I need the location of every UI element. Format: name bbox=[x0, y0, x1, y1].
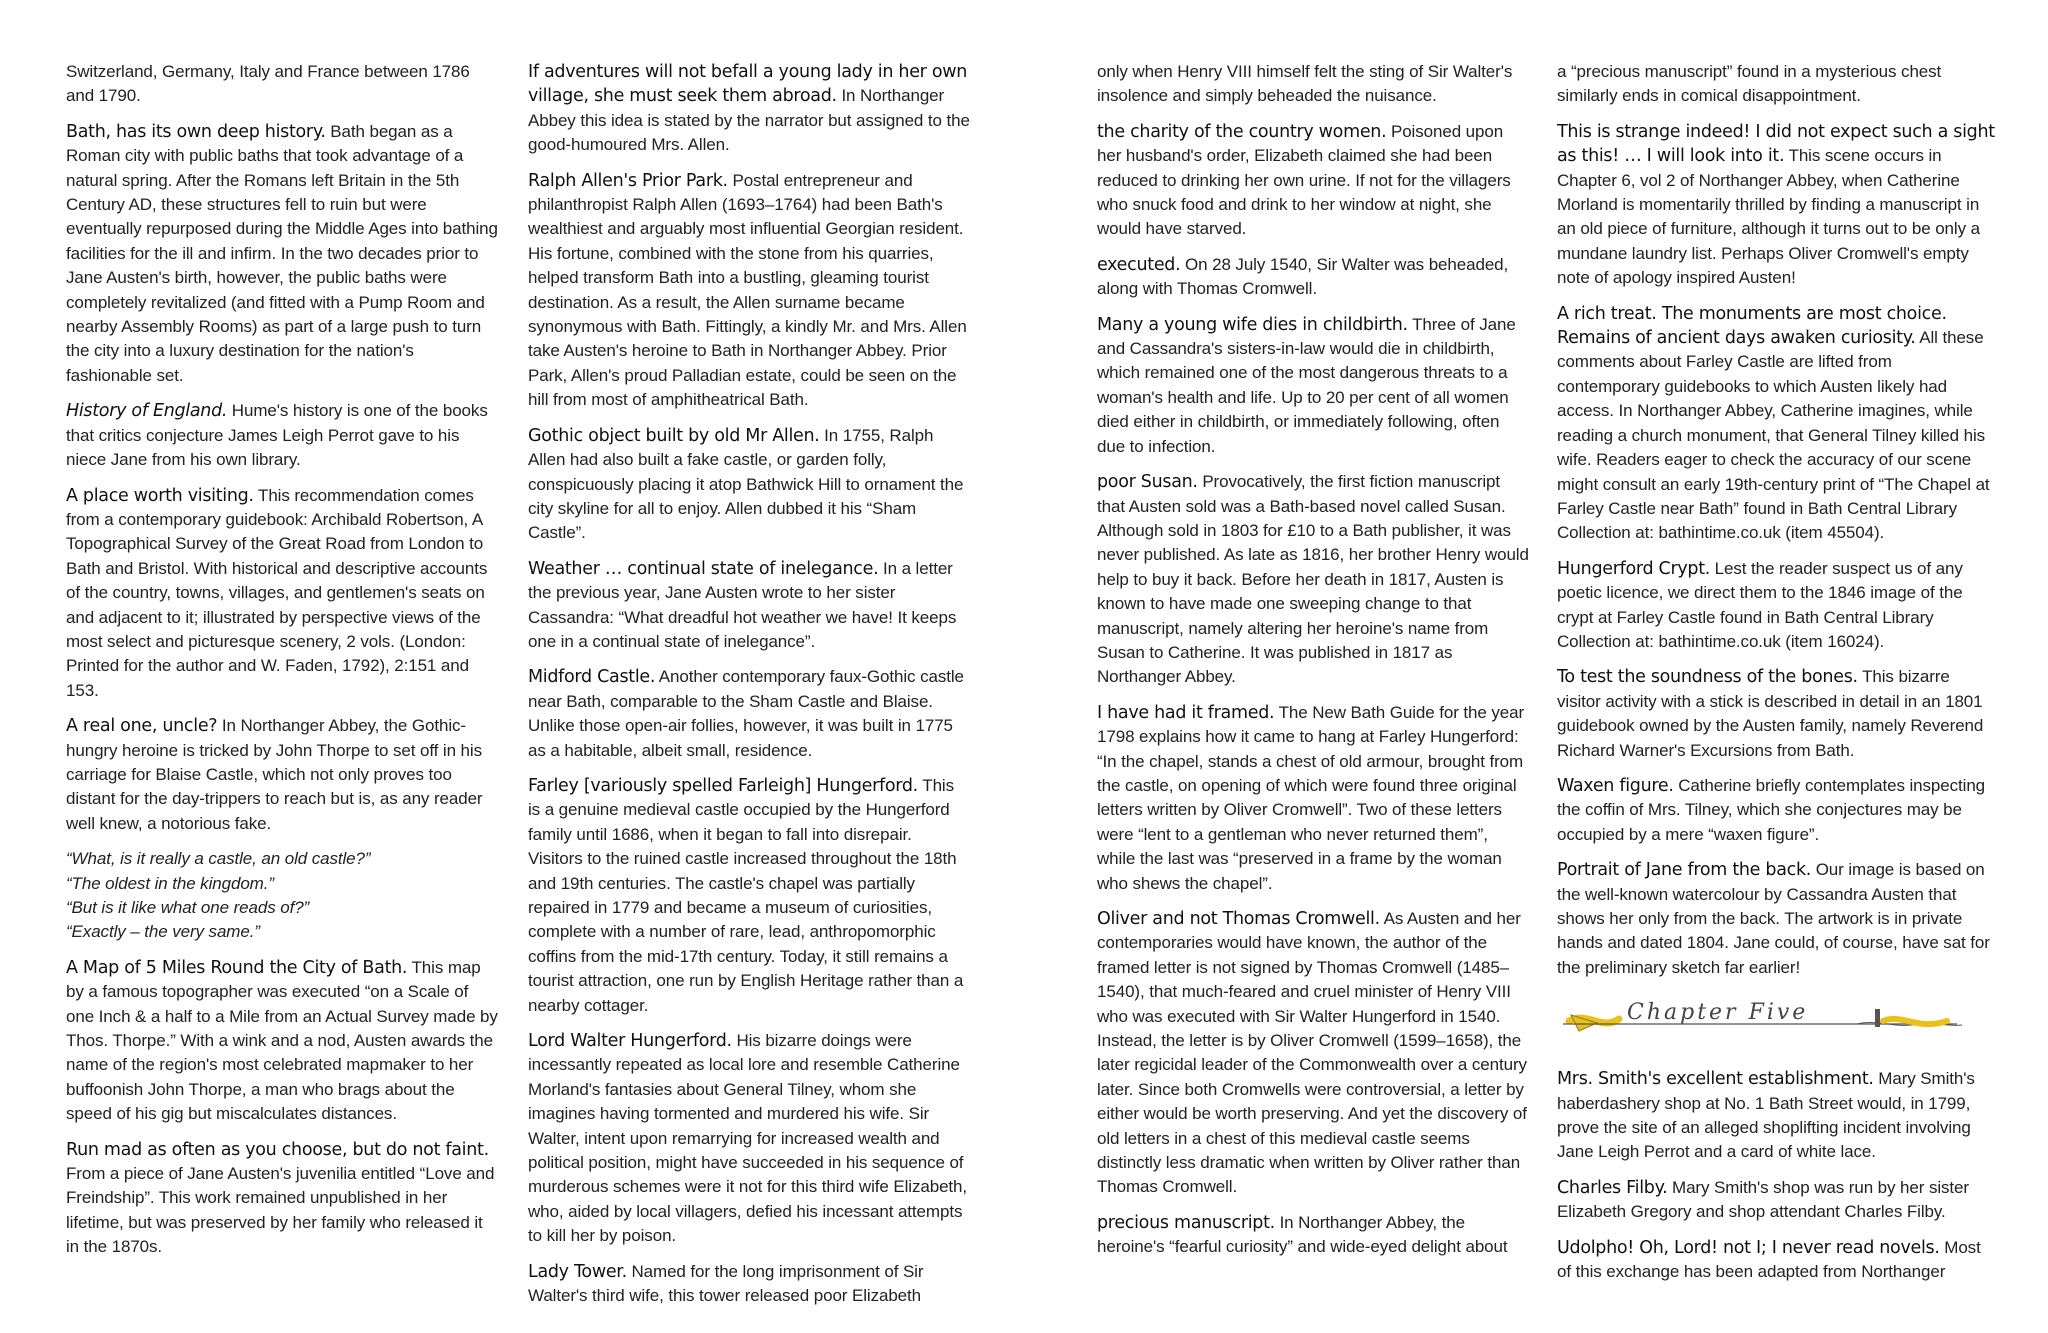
note-body: In Northanger Abbey this idea is stated by the narrator but assigned to the good-humoured Mrs. Allen. bbox=[528, 86, 970, 155]
note-body: only when Henry VIII himself felt the sting of Sir Walter's insolence and simply beheaded the nuisance. bbox=[1097, 62, 1513, 106]
note-body: In Northanger Abbey, the Gothic-hungry heroine is tricked by John Thorpe to set off in his carriage for Blaise Castle, which not only proves too distant for the day-trippers to reach but is, as any reader well knew, a notorious fake. bbox=[66, 716, 483, 833]
note-entry bbox=[1557, 557, 1997, 655]
note-entry bbox=[66, 714, 498, 836]
note-heading: executed. bbox=[1097, 254, 1181, 275]
chapter-title: Chapter Five bbox=[1627, 1000, 1809, 1026]
note-heading: This is strange indeed! I did not expect such a sight as this! … I will look into it. bbox=[1557, 121, 1995, 167]
note-body: Lest the reader suspect us of any poetic licence, we direct them to the 1846 image of the crypt at Farley Castle found in Bath Central Library Collection at: bathintime.co.uk (item 16024). bbox=[1557, 558, 1963, 651]
note-heading: Udolpho! Oh, Lord! not I; I never read novels. bbox=[1557, 1237, 1940, 1258]
note-entry bbox=[66, 60, 498, 109]
note-heading: Charles Filby. bbox=[1557, 1177, 1668, 1198]
note-heading: Ralph Allen's Prior Park. bbox=[528, 170, 728, 191]
note-heading: If adventures will not befall a young lady in her own village, she must seek them abroad. bbox=[528, 62, 968, 107]
note-heading: To test the soundness of the bones. bbox=[1557, 667, 1858, 688]
note-entry bbox=[1557, 120, 1997, 291]
note-heading: A rich treat. The monuments are most choice. Remains of ancient days awaken curiosity. bbox=[1557, 303, 1947, 349]
note-heading: Waxen figure. bbox=[1557, 775, 1674, 796]
note-heading: Hungerford Crypt. bbox=[1557, 558, 1711, 579]
chapter-heading bbox=[1557, 991, 1997, 1045]
note-entry bbox=[528, 665, 970, 763]
note-entry bbox=[1097, 313, 1529, 459]
note-body: Provocatively, the first fiction manuscript that Austen sold was a Bath-based novel called Susan. Although sold in 1803 for £10 to a Bath publisher, it was never published. As late as 1816, her brother Henry would help to buy it back. Before her death in 1817, Austen is known to have made one sweeping change to that manuscript, namely altering her heroine's name from Susan to Catherine. It was published in 1817 as Northanger Abbey. bbox=[1097, 472, 1529, 687]
note-entry bbox=[66, 399, 498, 472]
note-body: This bizarre visitor activity with a stick is described in detail in an 1801 guidebook owned by the Austen family, namely Reverend Richard Warner's Excursions from Bath. bbox=[1557, 667, 1984, 760]
note-heading: History of England. bbox=[66, 401, 228, 422]
note-body: All these comments about Farley Castle are lifted from contemporary guidebooks to which Austen likely had access. In Northanger Abbey, Catherine imagines, while reading a church monument, that General Tilney killed his wife. Readers eager to check the accuracy of our scene might consult an early 19th-century print of “The Chapel at Farley Castle near Bath” found in Bath Central Library Collection at: bathintime.co.uk (item 45504). bbox=[1557, 328, 1990, 543]
note-entry bbox=[1097, 253, 1529, 302]
note-heading: A real one, uncle? bbox=[66, 716, 218, 737]
note-body: Catherine briefly contemplates inspecting the coffin of Mrs. Tilney, which she conjectures may be occupied by a mere “waxen figure”. bbox=[1557, 775, 1986, 844]
column-4 bbox=[1557, 60, 1997, 1295]
note-body: Three of Jane and Cassandra's sisters-in-law would die in childbirth, which remained one of the most dangerous threats to a woman's health and life. Up to 20 per cent of all women died either in childbirth, or immediately following, often due to infection. bbox=[1097, 314, 1516, 456]
note-body: In a letter the previous year, Jane Austen wrote to her sister Cassandra: “What dreadful hot weather we have! It keeps one in a continual state of inelegance”. bbox=[528, 558, 957, 651]
note-entry bbox=[1557, 1067, 1997, 1165]
note-entry bbox=[528, 1260, 970, 1309]
note-body: Most of this exchange has been adapted from Northanger bbox=[1557, 1237, 1981, 1282]
note-entry bbox=[1097, 1211, 1529, 1260]
note-heading: Run mad as often as you choose, but do not faint. bbox=[66, 1139, 489, 1160]
note-entry bbox=[1557, 665, 1997, 763]
note-entry bbox=[1097, 701, 1529, 896]
note-entry bbox=[1557, 302, 1997, 546]
note-heading: Bath, has its own deep history. bbox=[66, 121, 326, 142]
note-heading: precious manuscript. bbox=[1097, 1212, 1275, 1233]
note-heading: Mrs. Smith's excellent establishment. bbox=[1557, 1069, 1874, 1090]
note-body: This scene occurs in Chapter 6, vol 2 of Northanger Abbey, when Catherine Morland is momentarily thrilled by finding a manuscript in an old piece of furniture, although it turns out to be only a mundane laundry list. Perhaps Oliver Cromwell's empty note of apology inspired Austen! bbox=[1557, 146, 1980, 288]
note-body: On 28 July 1540, Sir Walter was beheaded, along with Thomas Cromwell. bbox=[1097, 254, 1509, 299]
note-heading: Portrait of Jane from the back. bbox=[1557, 860, 1812, 881]
column-3 bbox=[1097, 60, 1529, 1271]
note-body: Another contemporary faux-Gothic castle near Bath, comparable to the Sham Castle and Blaise. Unlike those open-air follies, however, it was built in 1775 as a habitable, albeit small, residence. bbox=[528, 667, 964, 760]
note-body: a “precious manuscript” found in a mysterious chest similarly ends in comical disappointment. bbox=[1557, 62, 1942, 106]
note-heading: I have had it framed. bbox=[1097, 702, 1275, 723]
note-entry bbox=[1097, 470, 1529, 690]
note-body: Mary Smith's shop was run by her sister Elizabeth Gregory and shop attendant Charles Filby. bbox=[1557, 1177, 1969, 1222]
note-body: Postal entrepreneur and philanthropist Ralph Allen (1693–1764) had been Bath's wealthiest and arguably most influential Georgian resident. His fortune, combined with the stone from his quarries, helped transform Bath into a bustling, gleaming tourist destination. As a result, the Allen surname became synonymous with Bath. Fittingly, a kindly Mr. and Mrs. Allen take Austen's heroine to Bath in Northanger Abbey. Prior Park, Allen's proud Palladian estate, could be seen on the hill from most of amphitheatrical Bath. bbox=[528, 170, 967, 410]
note-heading: Many a young wife dies in childbirth. bbox=[1097, 314, 1408, 335]
note-body: This is a genuine medieval castle occupied by the Hungerford family until 1686, when it began to fall into disrepair. Visitors to the ruined castle increased throughout the 18th and 19th centuries. The castle's chapel was partially repaired in 1779 and became a museum of curiosities, complete with a number of rare, lead, anthropomorphic coffins from the mid-17th century. Today, it still remains a tourist attraction, one run by English Heritage rather than a nearby cottager. bbox=[528, 775, 964, 1015]
note-entry bbox=[1097, 120, 1529, 242]
note-heading: poor Susan. bbox=[1097, 472, 1198, 493]
note-heading: A Map of 5 Miles Round the City of Bath. bbox=[66, 957, 408, 978]
note-entry bbox=[66, 956, 498, 1127]
note-body: Named for the long imprisonment of Sir Walter's third wife, this tower released poor Elizabeth bbox=[528, 1261, 924, 1306]
note-body: In Northanger Abbey, the heroine's “fearful curiosity” and wide-eyed delight about bbox=[1097, 1212, 1508, 1257]
note-body: Bath began as a Roman city with public baths that took advantage of a natural spring. After the Romans left Britain in the 5th Century AD, these structures fell to ruin but were eventually repurposed during the Middle Ages into bathing facilities for the ill and infirm. In the two decades prior to Jane Austen's birth, however, the public baths were completely revitalized (and fitted with a Pump Room and nearby Assembly Rooms) as part of a large push to turn the city into a luxury destination for the nation's fashionable set. bbox=[66, 121, 498, 385]
note-body: Mary Smith's haberdashery shop at No. 1 Bath Street would, in 1799, prove the site of an alleged shoplifting incident involving Jane Leigh Perrot and a card of white lace. bbox=[1557, 1069, 1975, 1162]
note-body: Our image is based on the well-known watercolour by Cassandra Austen that shows her only from the back. The artwork is in private hands and dated 1804. Jane could, of course, have sat for the preliminary sketch far earlier! bbox=[1557, 860, 1990, 977]
note-entry bbox=[1557, 1176, 1997, 1225]
note-entry bbox=[1097, 907, 1529, 1200]
quote-line: “What, is it really a castle, an old castle?” bbox=[66, 849, 371, 869]
note-body: As Austen and her contemporaries would have known, the author of the framed letter is not signed by Thomas Cromwell (1485–1540), that much-feared and cruel minister of Henry VIII who was executed with Sir Walter Hungerford in 1540. Instead, the letter is by Oliver Cromwell (1599–1658), the later regicidal leader of the Commonwealth over a century later. Since both Cromwells were controversial, a letter by either would be worth preserving. And yet the discovery of old letters in a chest of this medieval castle seems distinctly less dramatic when written by Oliver rather than Thomas Cromwell. bbox=[1097, 909, 1527, 1197]
note-entry bbox=[66, 484, 498, 704]
note-entry bbox=[528, 774, 970, 1018]
quote-line: “The oldest in the kingdom.” bbox=[66, 873, 274, 893]
note-heading: Lady Tower. bbox=[528, 1261, 627, 1282]
column-2 bbox=[528, 60, 970, 1320]
note-body: This map by a famous topographer was executed “on a Scale of one Inch & a half to a Mile from an Actual Survey made by Thos. Thorpe.” With a wink and a nod, Austen awards the name of the region's most celebrated mapmaker to her buffoonish John Thorpe, a man who brags about the speed of his gig but miscalculates distances. bbox=[66, 957, 498, 1124]
note-heading: Lord Walter Hungerford. bbox=[528, 1031, 732, 1052]
note-entry bbox=[1557, 774, 1997, 847]
note-body: In 1755, Ralph Allen had also built a fake castle, or garden folly, conspicuously placing it atop Bathwick Hill to ornament the city skyline for all to enjoy. Allen dubbed it his “Sham Castle”. bbox=[528, 425, 964, 543]
note-body: Poisoned upon her husband's order, Elizabeth claimed she had been reduced to drinking her own urine. If not for the villagers who snuck food and drink to her window at night, she would have starved. bbox=[1097, 121, 1511, 239]
note-heading: A place worth visiting. bbox=[66, 485, 254, 506]
note-entry bbox=[528, 60, 970, 158]
note-body: His bizarre doings were incessantly repeated as local lore and resemble Catherine Morland's fantasies about General Tilney, whom she imagines having tormented and murdered his wife. Sir Walter, intent upon remarrying for increased wealth and political position, might have succeeded in his sequence of murderous schemes were it not for this third wife Elizabeth, who, aided by local villagers, defied his incessant attempts to kill her by poison. bbox=[528, 1031, 968, 1246]
note-entry bbox=[528, 169, 970, 413]
quote-line: “Exactly – the very same.” bbox=[66, 922, 260, 942]
note-entry bbox=[1097, 60, 1529, 109]
note-heading: Oliver and not Thomas Cromwell. bbox=[1097, 909, 1380, 929]
note-heading: Farley [variously spelled Farleigh] Hungerford. bbox=[528, 775, 918, 796]
note-body: From a piece of Jane Austen's juvenilia entitled “Love and Freindship”. This work remained unpublished in her lifetime, but was preserved by her family who released it in the 1870s. bbox=[66, 1164, 495, 1257]
note-body: Switzerland, Germany, Italy and France between 1786 and 1790. bbox=[66, 62, 470, 106]
note-heading: Gothic object built by old Mr Allen. bbox=[528, 425, 820, 446]
note-entry bbox=[1557, 1236, 1997, 1285]
note-entry bbox=[528, 557, 970, 655]
column-1 bbox=[66, 60, 498, 1271]
note-entry bbox=[66, 1138, 498, 1260]
note-entry bbox=[528, 1029, 970, 1249]
note-body: The New Bath Guide for the year 1798 explains how it came to hang at Farley Hungerford: “In the chapel, stands a chest of old armour, brought from the castle, on opening of which were found three original letters written by Oliver Cromwell”. Two of these letters were “lent to a gentleman who never returned them”, while the last was “preserved in a frame by the woman who shews the chapel”. bbox=[1097, 702, 1525, 893]
note-heading: the charity of the country women. bbox=[1097, 121, 1387, 142]
note-heading: Midford Castle. bbox=[528, 667, 656, 688]
note-entry bbox=[528, 424, 970, 546]
dialogue-quote bbox=[66, 847, 498, 945]
note-body: This recommendation comes from a contemporary guidebook: Archibald Robertson, A Topographical Survey of the Great Road from London to Bath and Bristol. With historical and descriptive accounts of the country, towns, villages, and gentlemen's seats on and adjacent to it; illustrated by perspective views of the most select and picturesque scenery, 2 vols. (London: Printed for the author and W. Faden, 1792), 2:151 and 153. bbox=[66, 485, 488, 700]
note-entry bbox=[66, 120, 498, 388]
note-body: Hume's history is one of the books that critics conjecture James Leigh Perrot gave to his niece Jane from his own library. bbox=[66, 401, 488, 470]
note-entry bbox=[1557, 858, 1997, 980]
note-heading: Weather … continual state of inelegance. bbox=[528, 558, 879, 579]
quote-line: “But is it like what one reads of?” bbox=[66, 898, 310, 917]
note-entry bbox=[1557, 60, 1997, 109]
